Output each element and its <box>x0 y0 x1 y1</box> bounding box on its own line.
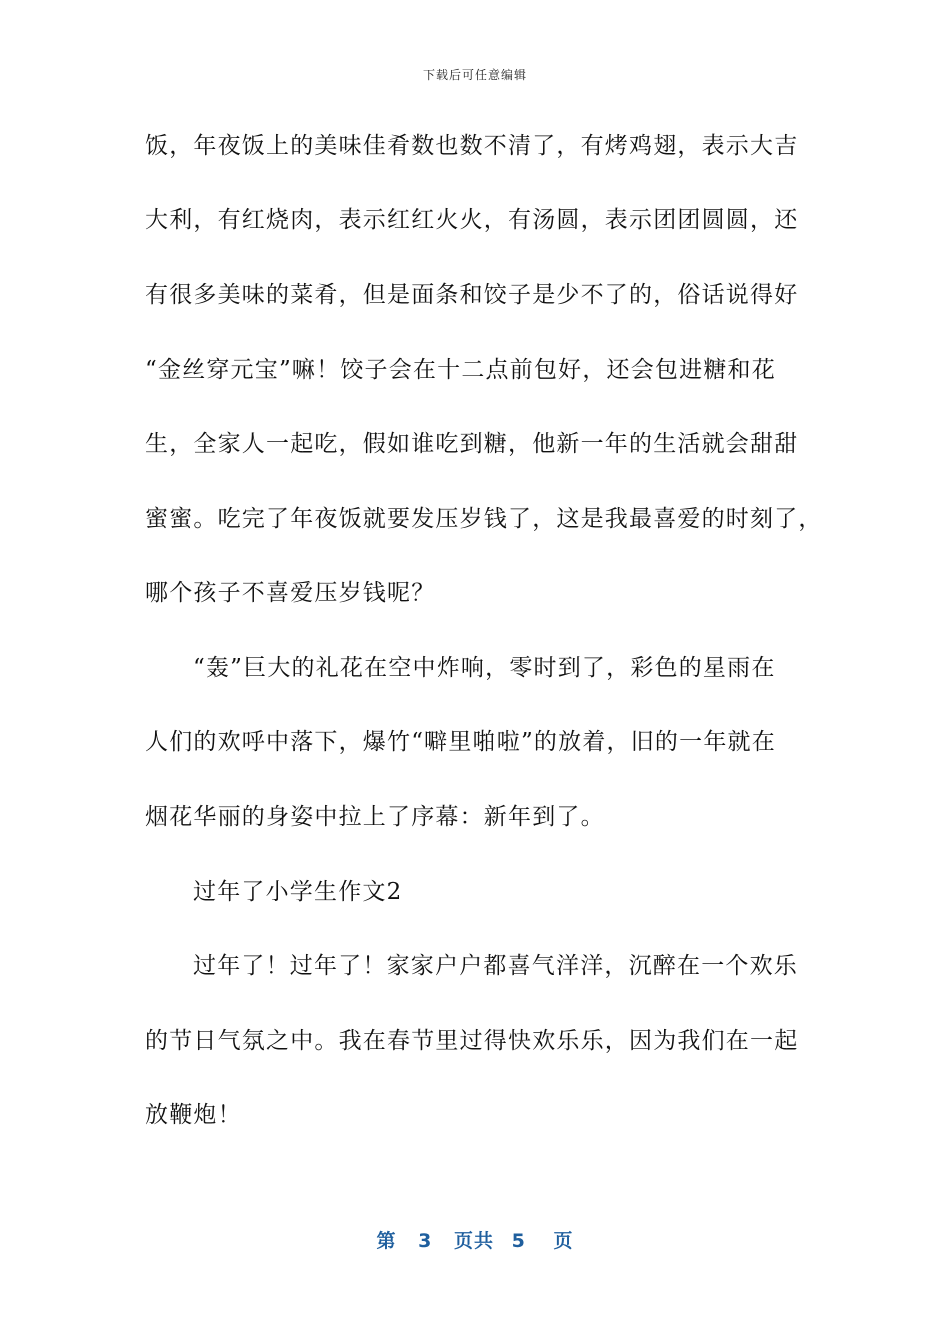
page-footer <box>0 1226 950 1253</box>
paragraph-line: “金丝穿元宝”嘛！饺子会在十二点前包好，还会包进糖和花 <box>145 357 776 383</box>
paragraph-line: 过年了！过年了！家家户户都喜气洋洋，沉醉在一个欢乐 <box>193 953 798 979</box>
paragraph-line: 放鞭炮！ <box>145 1102 242 1128</box>
paragraph-line: 大利，有红烧肉，表示红红火火，有汤圆，表示团团圆圆，还 <box>145 207 799 233</box>
paragraph-line: 饭，年夜饭上的美味佳肴数也数不清了，有烤鸡翅，表示大吉 <box>145 133 799 159</box>
paragraph-line: 蜜蜜。吃完了年夜饭就要发压岁钱了，这是我最喜爱的时刻了， <box>145 506 823 532</box>
footer-suffix: 页 <box>553 1230 574 1252</box>
paragraph-line: 烟花华丽的身姿中拉上了序幕：新年到了。 <box>145 804 605 830</box>
paragraph-line: 的节日气氛之中。我在春节里过得快欢乐乐，因为我们在一起 <box>145 1028 799 1054</box>
footer-prefix: 第 <box>376 1230 397 1252</box>
paragraph-line: 有很多美味的菜肴，但是面条和饺子是少不了的，俗话说得好 <box>145 282 799 308</box>
paragraph-line: 哪个孩子不喜爱压岁钱呢？ <box>145 580 436 606</box>
total-pages-number: 5 <box>511 1230 526 1252</box>
paragraph-line: 生，全家人一起吃，假如谁吃到糖，他新一年的生活就会甜甜 <box>145 431 799 457</box>
current-page-number: 3 <box>418 1230 433 1252</box>
header-note: 下载后可任意编辑 <box>422 68 527 82</box>
paragraph-line: 人们的欢呼中落下，爆竹“噼里啪啦”的放着，旧的一年就在 <box>145 729 776 755</box>
footer-middle: 页共 <box>453 1230 494 1252</box>
section-heading: 过年了小学生作文2 <box>193 879 403 905</box>
paragraph-line: “轰”巨大的礼花在空中炸响，零时到了，彩色的星雨在 <box>193 655 776 681</box>
